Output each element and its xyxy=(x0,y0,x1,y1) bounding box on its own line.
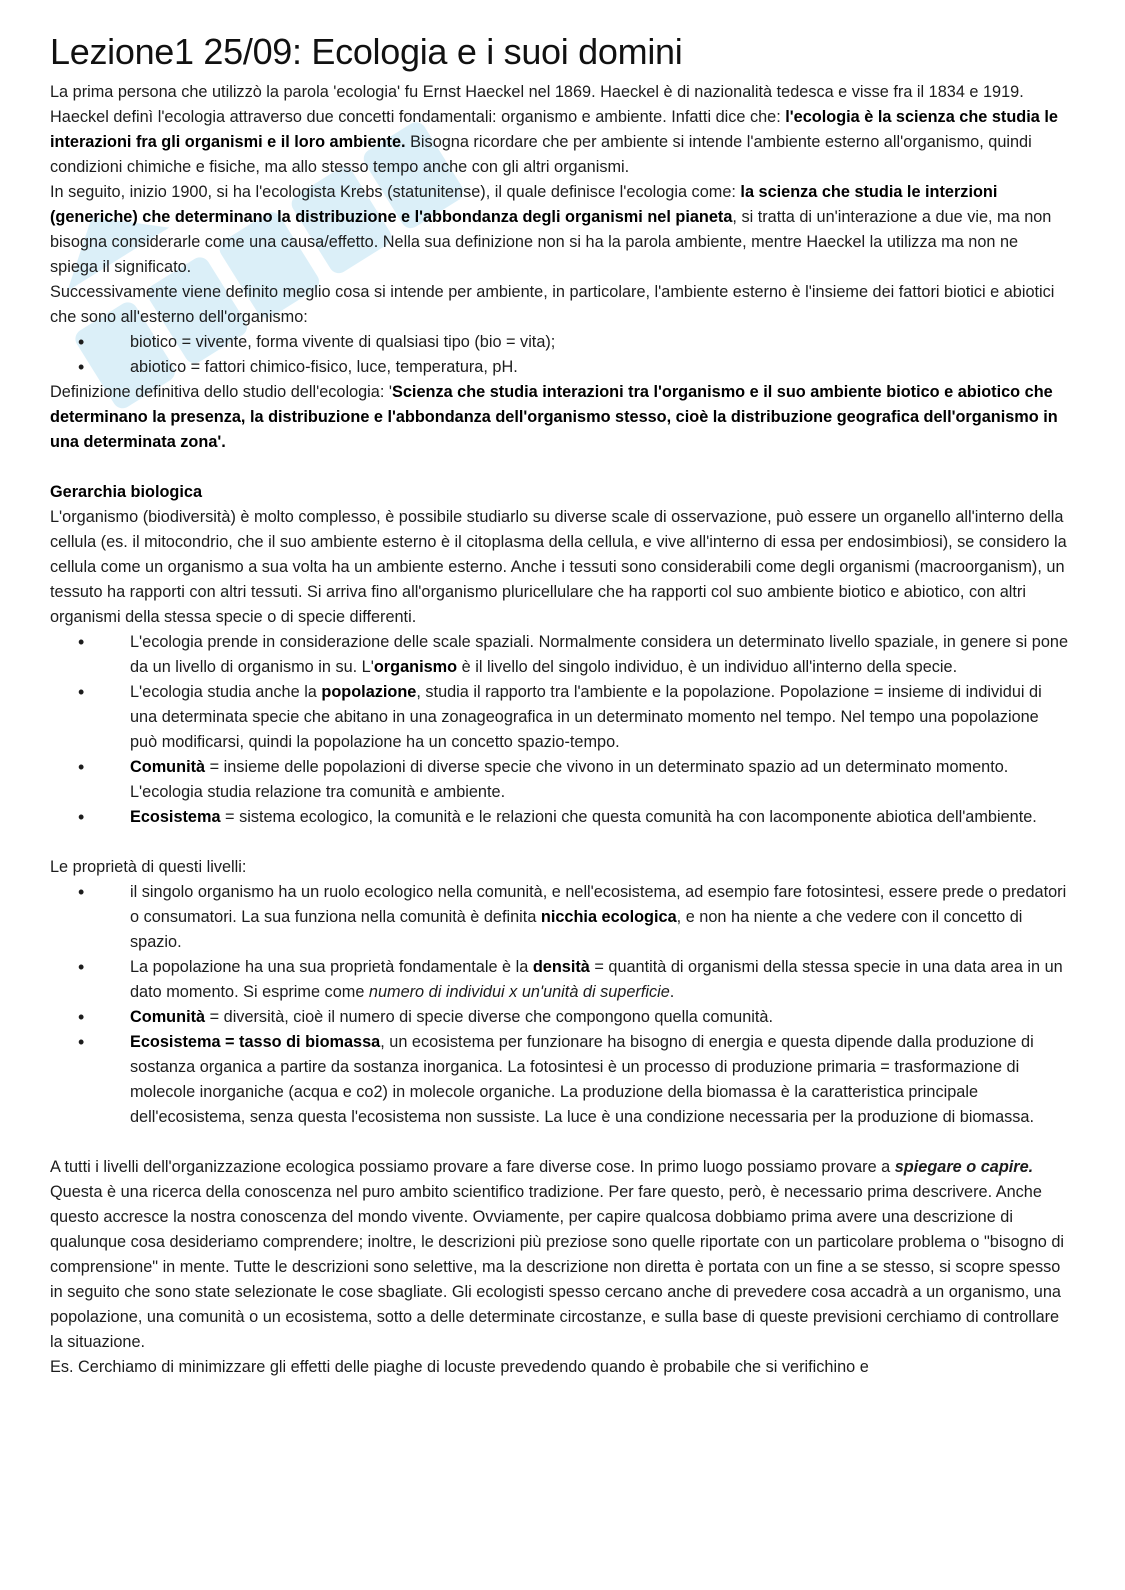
intro-paragraph-4: Definizione definitiva dello studio dell'ecologia: 'Scienza che studia interazioni tra l'organismo e il suo ambiente biotico e abiotico che determinano la presenza, la distribuzione e l'abbondanza dell'organismo stesso, cioè la distribuzione geografica dell'organismo in una determinata zona'. xyxy=(50,383,1058,451)
list-item: • L'ecologia prende in considerazione delle scale spaziali. Normalmente considera un determinato livello spaziale, in genere si pone da un livello di organismo in su. L'organismo è il livello del singolo individuo, è un individuo all'interno della specie. xyxy=(50,630,1070,680)
section-heading-gerarchia: Gerarchia biologica xyxy=(50,483,203,501)
intro-paragraph-2: In seguito, inizio 1900, si ha l'ecologista Krebs (statunitense), il quale definisce l'ecologia come: la scienza che studia le interzioni (generiche) che determinano la distribuzione e l'abbondanza degli organismi nel pianeta, si tratta di un'interazione a due vie, ma non bisogna considerarle come una causa/effetto. Nella sua definizione non si ha la parola ambiente, mentre Haeckel la utilizza ma non ne spiega il significato. xyxy=(50,183,1052,276)
list-item: • abiotico = fattori chimico-fisico, luce, temperatura, pH. xyxy=(50,355,1070,380)
list-item: • biotico = vivente, forma vivente di qualsiasi tipo (bio = vita); xyxy=(50,330,1070,355)
gerarchia-paragraph: L'organismo (biodiversità) è molto complesso, è possibile studiarlo su diverse scale di osservazione, può essere un organello all'interno della cellula (es. il mitocondrio, che il suo ambiente esterno è il citoplasma della cellula, e vive all'interno di essa per endosimbiosi), se considero la cellula come un organismo a sua volta ha un ambiente esterno. Anche i tessuti sono considerabili come degli organismi (macroorganism), un tessuto ha rapporti con altri tessuti. Si arriva fino all'organismo pluricellulare che ha rapporti col suo ambiente biotico e abiotico, con altri organismi della stessa specie o di specie differenti. xyxy=(50,508,1067,626)
document-page xyxy=(50,30,1070,1380)
proprieta-list xyxy=(50,880,1070,1130)
environment-list xyxy=(50,330,1070,380)
gerarchia-list xyxy=(50,630,1070,830)
list-item: • L'ecologia studia anche la popolazione, studia il rapporto tra l'ambiente e la popolazione. Popolazione = insieme di individui di una determinata specie che abitano in una zonageografica in un determinato momento nel tempo. Nel tempo una popolazione può modificarsi, quindi la popolazione ha un concetto spazio-tempo. xyxy=(50,680,1070,755)
list-item: • Ecosistema = sistema ecologico, la comunità e le relazioni che questa comunità ha con lacomponente abiotica dell'ambiente. xyxy=(50,805,1070,830)
intro-paragraph-1: La prima persona che utilizzò la parola 'ecologia' fu Ernst Haeckel nel 1869. Haeckel è di nazionalità tedesca e visse fra il 1834 e 1919. Haeckel definì l'ecologia attraverso due concetti fondamentali: organismo e ambiente. Infatti dice che: l'ecologia è la scienza che studia le interazioni fra gli organismi e il loro ambiente. Bisogna ricordare che per ambiente si intende l'ambiente esterno all'organismo, quindi condizioni chimiche e fisiche, ma allo stesso tempo anche con gli altri organismi. xyxy=(50,83,1058,176)
final-paragraph-2: Es. Cerchiamo di minimizzare gli effetti delle piaghe di locuste prevedendo quando è probabile che si verifichino e xyxy=(50,1358,869,1376)
intro-paragraph-3: Successivamente viene definito meglio cosa si intende per ambiente, in particolare, l'ambiente esterno è l'insieme dei fattori biotici e abiotici che sono all'esterno dell'organismo: xyxy=(50,283,1055,326)
list-item: • il singolo organismo ha un ruolo ecologico nella comunità, e nell'ecosistema, ad esempio fare fotosintesi, essere prede o predatori o consumatori. La sua funziona nella comunità è definita nicchia ecologica, e non ha niente a che vedere con il concetto di spazio. xyxy=(50,880,1070,955)
final-paragraph-1: A tutti i livelli dell'organizzazione ecologica possiamo provare a fare diverse cose. In primo luogo possiamo provare a spiegare o capire. Questa è una ricerca della conoscenza nel puro ambito scientifico tradizione. Per fare questo, però, è necessario prima descrivere. Anche questo accresce la nostra conoscenza del mondo vivente. Ovviamente, per capire qualcosa dobbiamo prima avere una descrizione di qualunque cosa desideriamo comprendere; inoltre, le descrizioni più preziose sono quelle riportate con un particolare problema o "bisogno di comprensione" in mente. Tutte le descrizioni sono selettive, ma la descrizione non diretta è portata con un fine a se stesso, si scopre spesso in seguito che sono state selezionate le cose sbagliate. Gli ecologisti spesso cercano anche di prevedere cosa accadrà a un organismo, una popolazione, una comunità o un ecosistema, sotto a delle determinate circostanze, e sulla base di queste previsioni cerchiamo di controllare la situazione. xyxy=(50,1158,1065,1351)
page-title: Lezione1 25/09: Ecologia e i suoi domini xyxy=(50,31,683,72)
list-item: • Ecosistema = tasso di biomassa, un ecosistema per funzionare ha bisogno di energia e questa dipende dalla produzione di sostanza organica a partire da sostanza inorganica. La fotosintesi è un processo di produzione primaria = trasformazione di molecole inorganiche (acqua e co2) in molecole organiche. La produzione della biomassa è la caratteristica principale dell'ecosistema, senza questa l'ecosistema non sussiste. La luce è una condizione necessaria per la produzione di biomassa. xyxy=(50,1030,1070,1130)
list-item: • La popolazione ha una sua proprietà fondamentale è la densità = quantità di organismi della stessa specie in una data area in un dato momento. Si esprime come numero di individui x un'unità di superficie. xyxy=(50,955,1070,1005)
section-heading-proprieta: Le proprietà di questi livelli: xyxy=(50,858,247,876)
list-item: • Comunità = insieme delle popolazioni di diverse specie che vivono in un determinato spazio ad un determinato momento. L'ecologia studia relazione tra comunità e ambiente. xyxy=(50,755,1070,805)
list-item: • Comunità = diversità, cioè il numero di specie diverse che compongono quella comunità. xyxy=(50,1005,1070,1030)
